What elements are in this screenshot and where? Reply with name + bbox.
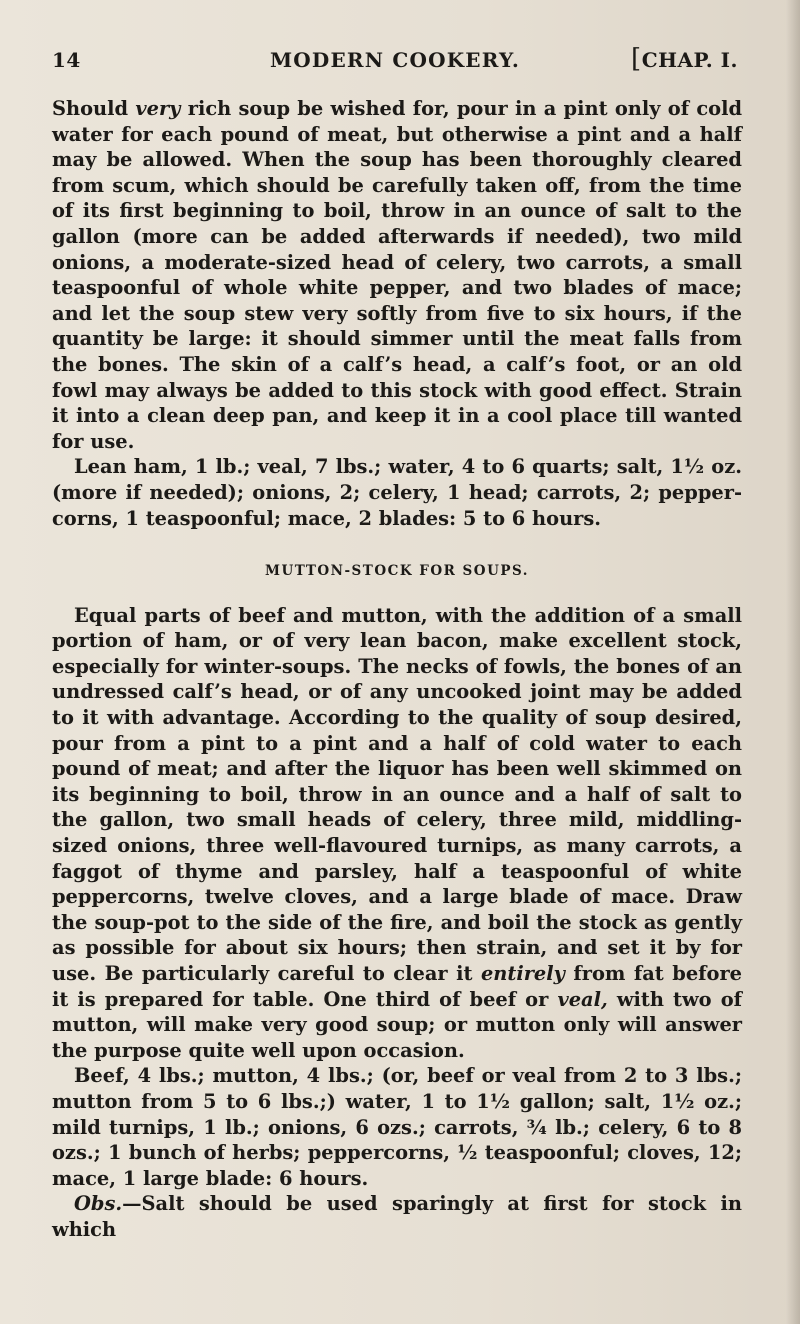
page-number: 14: [52, 48, 81, 72]
chapter-marker: [CHAP. I.: [631, 44, 738, 74]
observation-note: Obs.—Salt should be used sparingly at first for stock in which: [52, 1192, 742, 1241]
chapter-label: CHAP. I.: [641, 48, 738, 72]
running-title: MODERN COOKERY.: [269, 48, 521, 72]
emphasis-veal: veal,: [557, 987, 608, 1011]
obs-label: Obs.: [74, 1192, 123, 1216]
paragraph-rich-soup: Should very rich soup be wished for, pour in a pint only of cold water for each pound of meat, but otherwise a pint and a half may be allowed. When the soup has been thoroughly cleared from scum, which should be carefully taken off, from the time of its first beginning to boil, throw in an ounce of salt to the gallon (more can be added afterwards if needed), two mild onions, a moderate-sized head of celery, two carrots, a small teaspoonful of whole white pepper, and two blades of mace; and let the soup stew very softly from five to six hours, if the quantity be large: it should simmer until the meat falls from the bones. The skin of a calf’s head, a calf’s foot, or an old fowl may always be added to this stock with good effect. Strain it into a clean deep pan, and keep it in a cool place till wanted for use.: [52, 97, 742, 453]
emphasis-very: very: [135, 97, 181, 120]
recipe-summary-mutton: Beef, 4 lbs.; mutton, 4 lbs.; (or, beef or veal from 2 to 3 lbs.; mutton from 5 to 6 lbs.;) water, 1 to 1½ gallon; salt, 1½ oz.; mild turnips, 1 lb.; onions, 6 ozs.; carrots, ¾ lb.; celery, 6 to 8 ozs.; 1 bunch of herbs; peppercorns, ½ teaspoonful; cloves, 12; mace, 1 large blade: 6 hours.: [52, 1064, 742, 1190]
running-header: [52, 44, 738, 78]
recipe-summary-stock: Lean ham, 1 lb.; veal, 7 lbs.; water, 4 to 6 quarts; salt, 1½ oz. (more if needed); onions, 2; celery, 1 head; carrots, 2; pepper-corns, 1 teaspoonful; mace, 2 blades: 5 to 6 hours.: [52, 455, 742, 530]
emphasis-entirely: entirely: [480, 962, 565, 985]
page-edge-shadow: [786, 0, 800, 1324]
section-heading: MUTTON-STOCK FOR SOUPS.: [265, 563, 529, 580]
paragraph-mutton-stock: Equal parts of beef and mutton, with the addition of a small portion of ham, or of very lean bacon, make excellent stock, especially for winter-soups. The necks of fowls, the bones of an undressed calf’s head, or of any uncooked joint may be added to it with advantage. According to the quality of soup desired, pour from a pint to a pint and a half of cold water to each pound of meat; and after the liquor has been well skimmed on its beginning to boil, throw in an ounce and a half of salt to the gallon, two small heads of celery, three mild, middling-sized onions, three well-flavoured turnips, as many carrots, a faggot of thyme and parsley, half a teaspoonful of white peppercorns, twelve cloves, and a large blade of mace. Draw the soup-pot to the side of the fire, and boil the stock as gently as possible for about six hours; then strain, and set it by for use. Be particularly careful to clear it entirely from fat before it is prepared for table. One third of beef or veal, with two of mutton, will make very good soup; or mutton only will answer the purpose quite well upon occasion.: [52, 603, 742, 1062]
body-text: [52, 96, 742, 1243]
